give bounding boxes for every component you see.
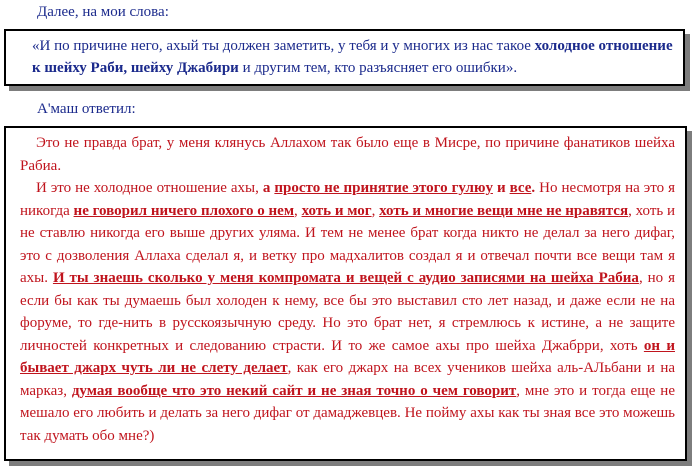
answer-box <box>4 126 687 461</box>
quote-part-2: и другим тем, кто разъясняет его ошибки». <box>238 60 518 76</box>
answer-underlined: все <box>509 180 532 196</box>
answer-underlined: не говорил ничего плохого о нем <box>73 202 295 219</box>
answer-text: Но несмотря на это я никогда <box>20 180 675 219</box>
answer-text: , как его джарх на всех учеников шейха аль-АЛьбани и на марказ, <box>20 360 675 399</box>
answer-underlined: хоть и многие вещи мне не нравятся <box>379 202 629 219</box>
intro-heading: Далее, на мои слова: <box>37 4 169 20</box>
answer-underlined: думая вообще что это некий сайт и не зная точно о чем говорит <box>71 382 517 399</box>
answer-text: , мне это и тогда еще не мешало его любить и делать за него дифаг от дамаджевцев. Не пойму ахы как ты зная все это можешь так думать обо мне?) <box>20 382 675 444</box>
quote-part-1: «И по причине него, ахый ты должен заметить, у тебя и у многих из нас такое <box>32 38 535 54</box>
answer-bold <box>53 270 639 286</box>
answer-underlined: И ты знаешь сколько у меня компромата и вещей с аудио записями на шейха Рабиа <box>52 270 639 286</box>
quote-text <box>32 35 675 79</box>
answer-bold-text: а <box>262 180 275 196</box>
answer-bold <box>302 203 372 219</box>
answer-bold-text: и <box>492 180 510 196</box>
answer-underlined: он и бывает джарх чуть ли не слету делает <box>20 337 675 376</box>
answer-bold-text: . <box>531 180 536 196</box>
answer-text: , <box>371 202 380 219</box>
answer-bold <box>379 203 628 219</box>
answer-text: , хоть и не ставлю никогда его выше других уляма. И тем не менее брат когда никто не делал за него дифаг, это с дозволения Аллаха сделал я, и ветку про мадхалитов создал я и отвечал почти все вещи там я ахы. <box>20 202 676 286</box>
answer-paragraph-2 <box>20 177 675 447</box>
answer-underlined: просто не принятие этого гулюу <box>274 180 493 196</box>
answer-bold <box>72 383 516 399</box>
answer-paragraph-1: Это не правда брат, у меня клянусь Аллахом так было еще в Мисре, по причине фанатиков шейха Рабиа. <box>20 135 675 174</box>
answer-bold <box>74 203 295 219</box>
reply-heading: А'маш ответил: <box>37 101 136 117</box>
answer-text: , <box>294 202 302 219</box>
answer-underlined: хоть и мог <box>301 202 372 219</box>
answer-text: И это не холодное отношение ахы, <box>36 180 263 196</box>
answer-text: , но я если бы как ты думаешь был холоден к нему, все бы это выставил сто лет назад, и даже если не на форуме, то где-нить в русскоязычную среду. Но это брат нет, я стремлюсь к истине, а не защите личностей конкретных и следованию страсти. И то же самое ахы про шейха Джабрри, хоть <box>20 270 675 354</box>
answer-bold <box>263 180 535 196</box>
quote-box <box>4 29 685 86</box>
quote-emphasis: холодное отношение к шейху Раби, шейху Джабири <box>32 38 673 76</box>
